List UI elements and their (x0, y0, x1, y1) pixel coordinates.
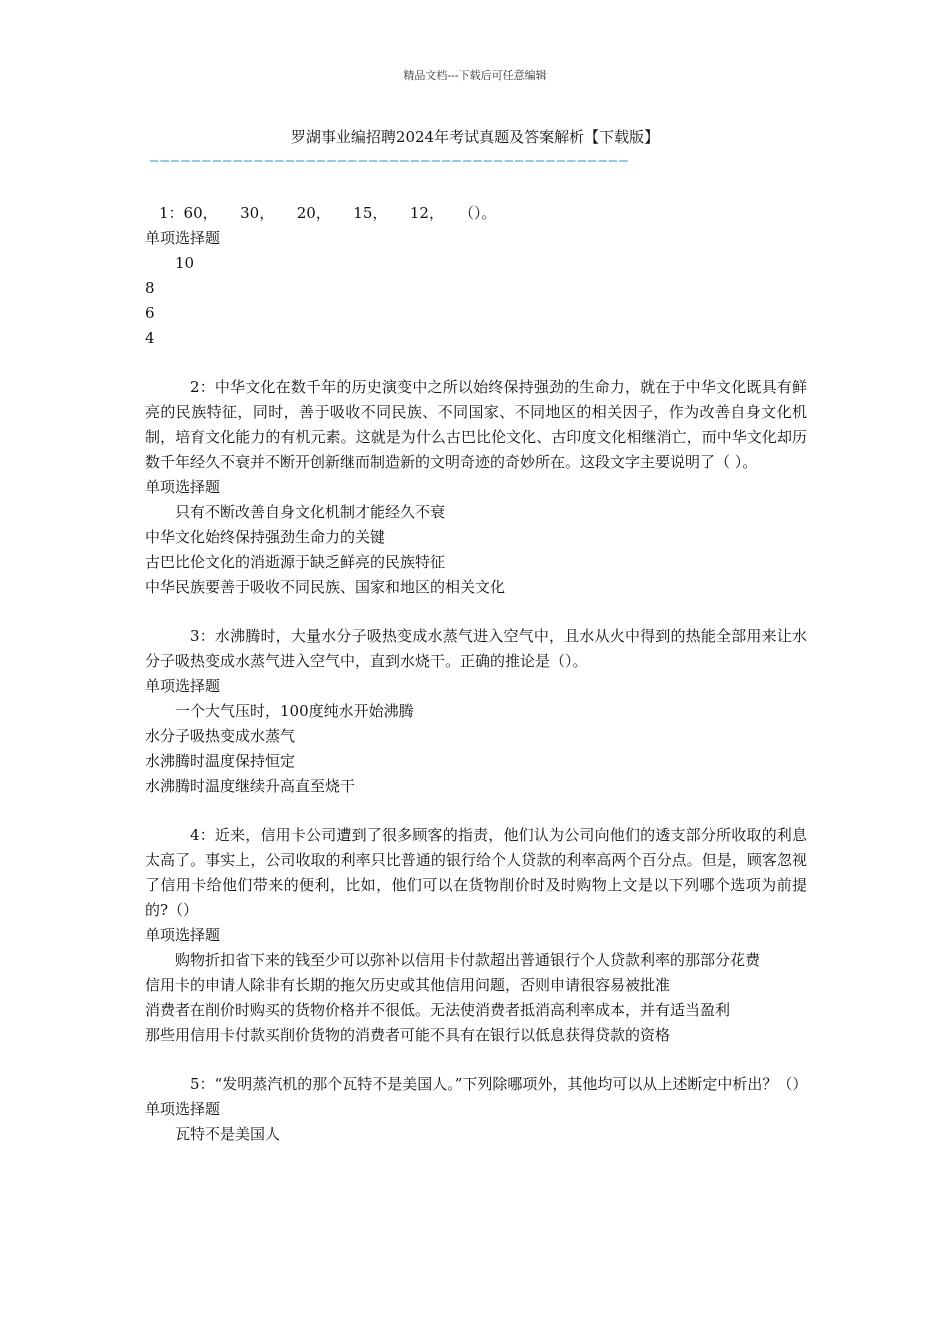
option-b: 信用卡的申请人除非有长期的拖欠历史或其他信用问题，否则申请很容易被批准 (145, 976, 671, 994)
option-c: 古巴比伦文化的消逝源于缺乏鲜亮的民族特征 (145, 553, 446, 571)
question-type-label: 单项选择题 (145, 1100, 221, 1118)
header-note: 精品文档---下载后可任意编辑 (403, 69, 547, 82)
option-a: 一个大气压时，100度纯水开始沸腾 (175, 702, 414, 720)
question-stem: 5：“发明蒸汽机的那个瓦特不是美国人。”下列除哪项外，其他均可以从上述断定中析出？（） (190, 1075, 808, 1093)
option-c: 消费者在削价时购买的货物价格并不很低。无法使消费者抵消高利率成本，并有适当盈利 (145, 1001, 731, 1019)
question-type-label: 单项选择题 (145, 926, 221, 944)
option-b: 中华文化始终保持强劲生命力的关键 (145, 528, 386, 546)
option-d: 4 (145, 329, 155, 347)
question-2 (145, 375, 807, 600)
option-d: 水沸腾时温度继续升高直至烧干 (145, 777, 356, 795)
question-list (145, 201, 807, 1171)
question-type-label: 单项选择题 (145, 478, 221, 496)
option-c: 6 (145, 304, 155, 322)
option-d: 中华民族要善于吸收不同民族、国家和地区的相关文化 (145, 578, 506, 596)
question-stem: 4：近来，信用卡公司遭到了很多顾客的指责，他们认为公司向他们的透支部分所收取的利息太高了。事实上，公司收取的利率只比普通的银行给个人贷款的利率高两个百分点。但是，顾客忽视了信用卡给他们带来的便利，比如，他们可以在货物削价时及时购物上文是以下列哪个选项为前提的?（） (145, 826, 807, 919)
option-b: 水分子吸热变成水蒸气 (145, 727, 296, 745)
question-3 (145, 624, 807, 799)
option-d: 那些用信用卡付款买削价货物的消费者可能不具有在银行以低息获得贷款的资格 (145, 1026, 671, 1044)
option-c: 水沸腾时温度保持恒定 (145, 752, 296, 770)
option-a: 10 (175, 254, 195, 272)
question-type-label: 单项选择题 (145, 229, 221, 247)
question-type-label: 单项选择题 (145, 677, 221, 695)
question-stem: 2：中华文化在数千年的历史演变中之所以始终保持强劲的生命力，就在于中华文化既具有鲜亮的民族特征，同时，善于吸收不同民族、不同国家、不同地区的相关因子，作为改善自身文化机制，培育文化能力的有机元素。这就是为什么古巴比伦文化、古印度文化相继消亡，而中华文化却历数千年经久不衰并不断开创新继而制造新的文明奇迹的奇妙所在。这段文字主要说明了（ ）。 (145, 378, 807, 471)
title-divider: —————————————————————————————————————————————— (150, 153, 630, 169)
question-stem: 3：水沸腾时，大量水分子吸热变成水蒸气进入空气中，且水从火中得到的热能全部用来让水分子吸热变成水蒸气进入空气中，直到水烧干。正确的推论是（）。 (145, 627, 807, 670)
question-stem: 1：60， 30， 20， 15， 12， （）。 (159, 204, 497, 222)
document-title: 罗湖事业编招聘2024年考试真题及答案解析【下载版】 (290, 128, 660, 146)
question-4 (145, 823, 807, 1048)
option-b: 8 (145, 279, 155, 297)
option-a: 购物折扣省下来的钱至少可以弥补以信用卡付款超出普通银行个人贷款利率的那部分花费 (175, 951, 761, 969)
question-1 (145, 201, 807, 351)
question-5 (145, 1072, 807, 1147)
option-a: 瓦特不是美国人 (175, 1125, 281, 1143)
option-a: 只有不断改善自身文化机制才能经久不衰 (175, 503, 446, 521)
